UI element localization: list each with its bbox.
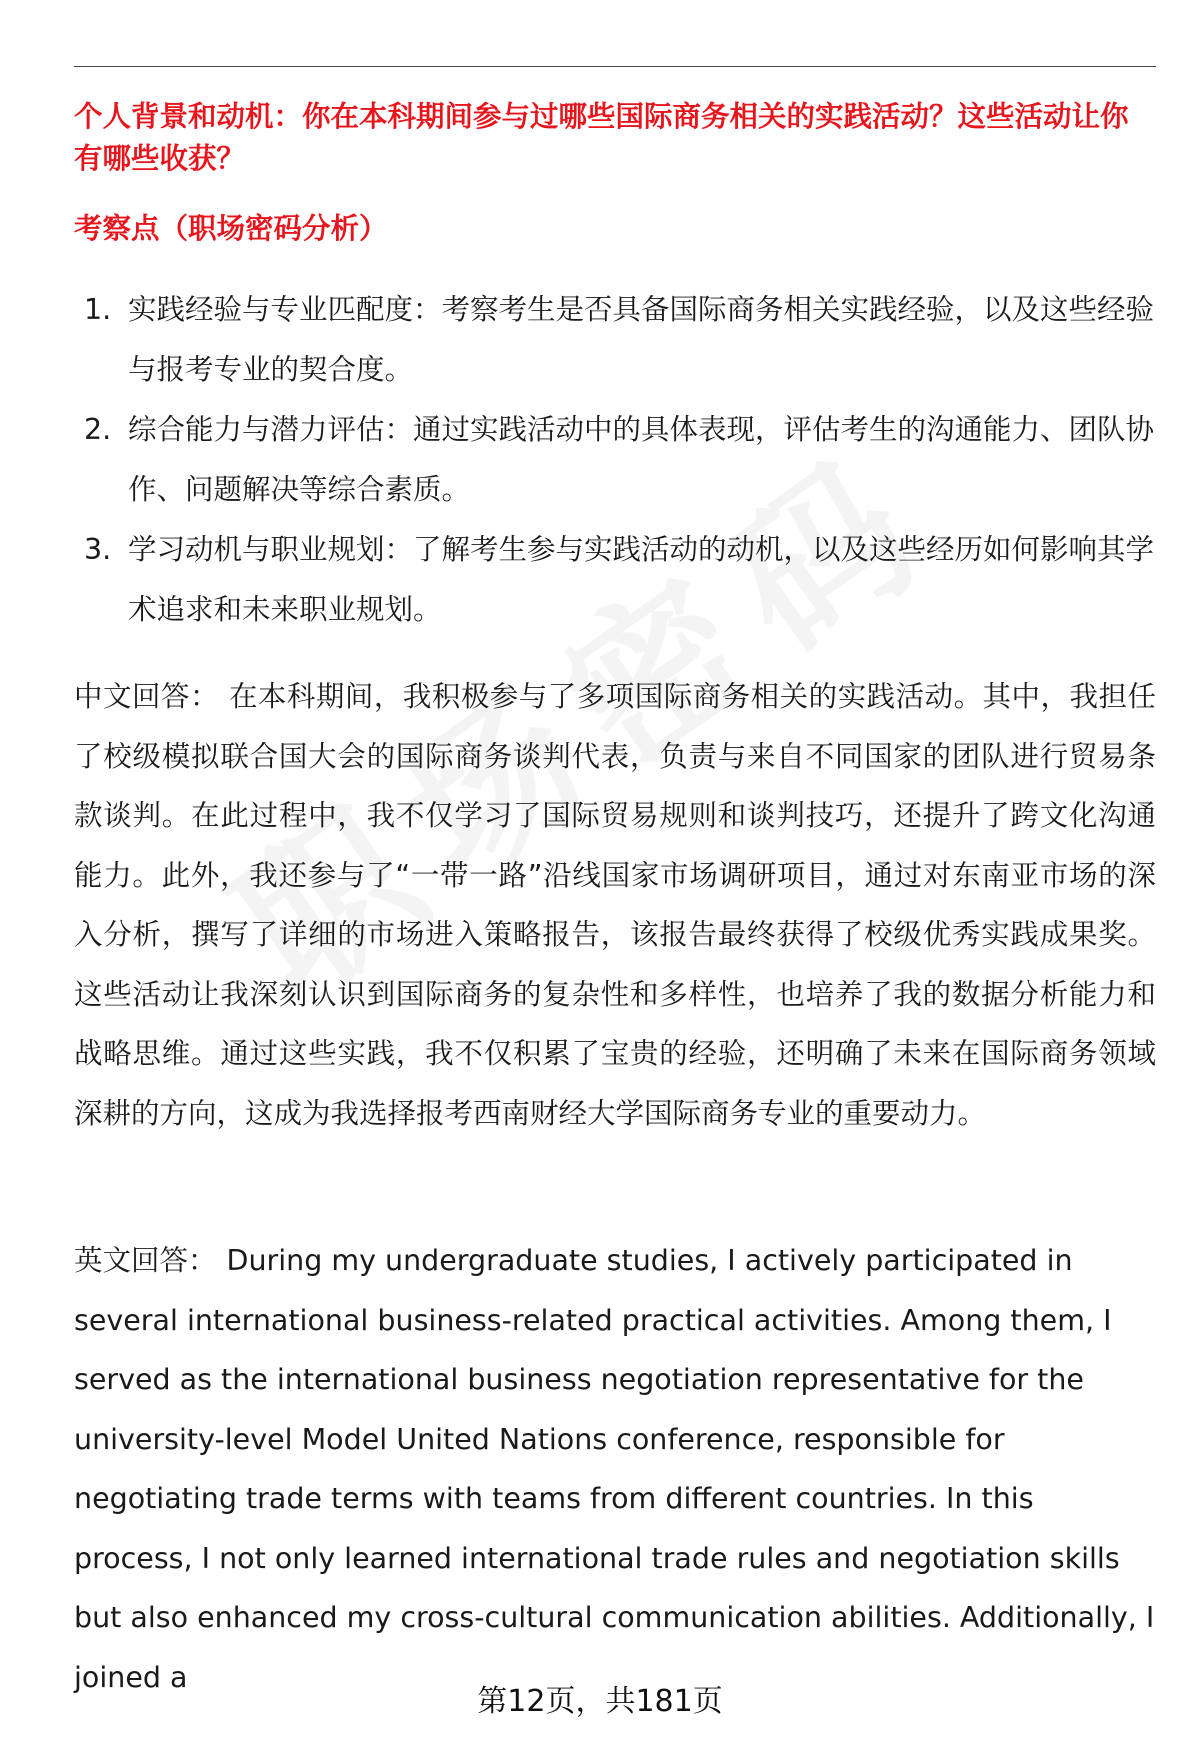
chinese-answer [74, 667, 1156, 1143]
section-title: 考察点（职场密码分析） [74, 212, 388, 245]
english-answer-text: During my undergraduate studies, I actively participated in several international business-related practical activities. Among them, I served as the international business negotiation representative for the university-level Model United Nations conference, responsible for negotiating trade terms with teams from different countries. In this process, I not only learned international trade rules and negotiation skills but also enhanced my cross-cultural communication abilities. Additionally, I joined a [74, 1244, 1155, 1694]
chinese-answer-text: 在本科期间，我积极参与了多项国际商务相关的实践活动。其中，我担任了校级模拟联合国大会的国际商务谈判代表，负责与来自不同国家的团队进行贸易条款谈判。在此过程中，我不仅学习了国际贸易规则和谈判技巧，还提升了跨文化沟通能力。此外，我还参与了“一带一路”沿线国家市场调研项目，通过对东南亚市场的深入分析，撰写了详细的市场进入策略报告，该报告最终获得了校级优秀实践成果奖。这些活动让我深刻认识到国际商务的复杂性和多样性，也培养了我的数据分析能力和战略思维。通过这些实践，我不仅积累了宝贵的经验，还明确了未来在国际商务领域深耕的方向，这成为我选择报考西南财经大学国际商务专业的重要动力。 [74, 680, 1156, 1130]
english-answer-label: 英文回答： [74, 1244, 217, 1277]
list-item [74, 520, 1156, 640]
page-number: 第12页，共181页 [477, 1684, 723, 1719]
list-number: 2. [84, 413, 112, 446]
list-item-text: 实践经验与专业匹配度：考察考生是否具备国际商务相关实践经验，以及这些经验与报考专业的契合度。 [128, 293, 1155, 386]
chinese-answer-label: 中文回答： [74, 680, 219, 713]
top-divider [74, 66, 1156, 67]
list-item-text: 学习动机与职业规划：了解考生参与实践活动的动机，以及这些经历如何影响其学术追求和未来职业规划。 [128, 533, 1155, 626]
list-item [74, 400, 1156, 520]
assessment-points-list [74, 280, 1156, 640]
list-number: 1. [84, 293, 112, 326]
list-item [74, 280, 1156, 400]
question-heading: 个人背景和动机：你在本科期间参与过哪些国际商务相关的实践活动？这些活动让你有哪些收获？ [74, 100, 1129, 175]
list-number: 3. [84, 533, 112, 566]
english-answer [74, 1231, 1156, 1707]
list-item-text: 综合能力与潜力评估：通过实践活动中的具体表现，评估考生的沟通能力、团队协作、问题解决等综合素质。 [128, 413, 1155, 506]
